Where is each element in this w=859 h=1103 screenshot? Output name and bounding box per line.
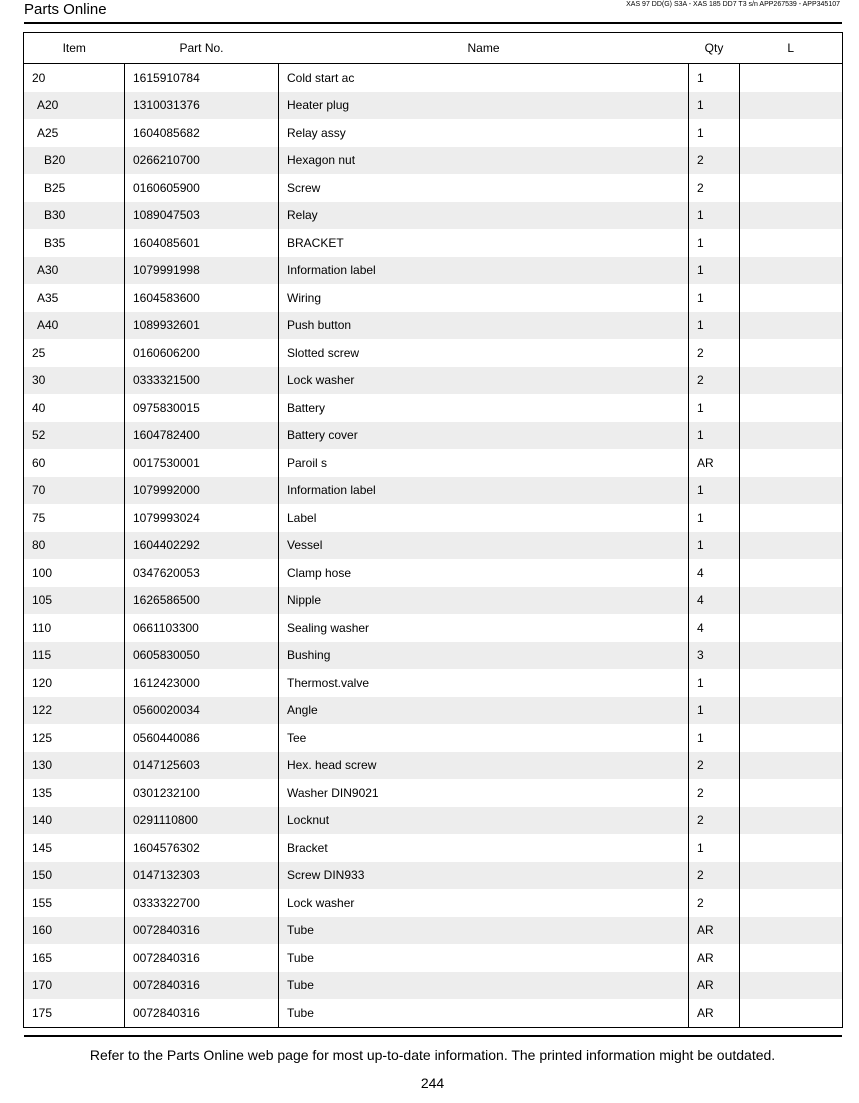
column-header-name: Name [279,33,689,64]
item-cell: 140 [24,807,125,835]
qty-cell: 2 [689,367,740,395]
qty-cell: 1 [689,504,740,532]
table-row [24,504,843,532]
part-no-cell: 0333322700 [125,889,279,917]
qty-cell: 1 [689,532,740,560]
name-cell: Thermost.valve [279,669,689,697]
item-cell: 80 [24,532,125,560]
item-cell: 25 [24,339,125,367]
part-no-cell: 1604583600 [125,284,279,312]
table-row [24,367,843,395]
qty-cell: 4 [689,559,740,587]
qty-cell: 1 [689,669,740,697]
part-no-cell: 0072840316 [125,999,279,1027]
qty-cell: 2 [689,147,740,175]
qty-cell: 1 [689,202,740,230]
name-cell: Angle [279,697,689,725]
l-cell [740,257,843,285]
part-no-cell: 1615910784 [125,64,279,92]
item-cell: 60 [24,449,125,477]
table-row [24,807,843,835]
name-cell: Tee [279,724,689,752]
l-cell [740,422,843,450]
table-row [24,917,843,945]
name-cell: Information label [279,477,689,505]
table-row [24,119,843,147]
name-cell: Relay assy [279,119,689,147]
qty-cell: 2 [689,889,740,917]
qty-cell: AR [689,972,740,1000]
item-cell: 130 [24,752,125,780]
page-header [24,0,842,24]
table-row [24,669,843,697]
part-no-cell: 1604576302 [125,834,279,862]
part-no-cell: 0333321500 [125,367,279,395]
table-row [24,697,843,725]
app-title: Parts Online [24,1,107,18]
part-no-cell: 0291110800 [125,807,279,835]
column-header-qty: Qty [689,33,740,64]
qty-cell: 1 [689,422,740,450]
table-row [24,724,843,752]
l-cell [740,504,843,532]
item-cell: 175 [24,999,125,1027]
qty-cell: 2 [689,862,740,890]
name-cell: Washer DIN9021 [279,779,689,807]
qty-cell: 2 [689,339,740,367]
qty-cell: AR [689,999,740,1027]
part-no-cell: 0160605900 [125,174,279,202]
item-cell: 125 [24,724,125,752]
name-cell: Battery [279,394,689,422]
name-cell: Screw [279,174,689,202]
table-row [24,972,843,1000]
item-cell: 110 [24,614,125,642]
name-cell: Relay [279,202,689,230]
table-row [24,394,843,422]
part-no-cell: 0160606200 [125,339,279,367]
table-row [24,889,843,917]
qty-cell: 2 [689,174,740,202]
l-cell [740,724,843,752]
name-cell: Paroil s [279,449,689,477]
qty-cell: 1 [689,257,740,285]
part-no-cell: 1604782400 [125,422,279,450]
table-row [24,339,843,367]
qty-cell: 1 [689,229,740,257]
item-cell: B30 [24,202,125,230]
part-no-cell: 1604085682 [125,119,279,147]
item-cell: B35 [24,229,125,257]
part-no-cell: 1079993024 [125,504,279,532]
item-cell: 120 [24,669,125,697]
name-cell: Heater plug [279,92,689,120]
qty-cell: 1 [689,64,740,92]
table-row [24,92,843,120]
part-no-cell: 0072840316 [125,944,279,972]
name-cell: Cold start ac [279,64,689,92]
l-cell [740,147,843,175]
table-row [24,834,843,862]
item-cell: 145 [24,834,125,862]
name-cell: Tube [279,944,689,972]
qty-cell: 1 [689,394,740,422]
l-cell [740,807,843,835]
l-cell [740,779,843,807]
item-cell: 115 [24,642,125,670]
table-row [24,999,843,1027]
column-header-l: L [740,33,843,64]
item-cell: B25 [24,174,125,202]
item-cell: 122 [24,697,125,725]
qty-cell: 1 [689,119,740,147]
item-cell: 165 [24,944,125,972]
table-row [24,559,843,587]
l-cell [740,642,843,670]
part-no-cell: 1079992000 [125,477,279,505]
name-cell: Screw DIN933 [279,862,689,890]
name-cell: BRACKET [279,229,689,257]
part-no-cell: 0072840316 [125,972,279,1000]
part-no-cell: 1089932601 [125,312,279,340]
part-no-cell: 0147125603 [125,752,279,780]
l-cell [740,697,843,725]
item-cell: 40 [24,394,125,422]
part-no-cell: 1604402292 [125,532,279,560]
l-cell [740,587,843,615]
l-cell [740,917,843,945]
table-header-row [24,33,843,64]
item-cell: 160 [24,917,125,945]
table-row [24,477,843,505]
item-cell: 150 [24,862,125,890]
l-cell [740,944,843,972]
item-cell: 20 [24,64,125,92]
part-no-cell: 0072840316 [125,917,279,945]
table-row [24,257,843,285]
footer-divider [24,1035,842,1037]
item-cell: A20 [24,92,125,120]
table-row [24,944,843,972]
item-cell: 52 [24,422,125,450]
qty-cell: 1 [689,312,740,340]
l-cell [740,284,843,312]
item-cell: 30 [24,367,125,395]
name-cell: Nipple [279,587,689,615]
qty-cell: 1 [689,697,740,725]
table-row [24,614,843,642]
name-cell: Hex. head screw [279,752,689,780]
part-no-cell: 1079991998 [125,257,279,285]
part-no-cell: 0560020034 [125,697,279,725]
part-no-cell: 0301232100 [125,779,279,807]
name-cell: Wiring [279,284,689,312]
part-no-cell: 0017530001 [125,449,279,477]
l-cell [740,477,843,505]
table-row [24,284,843,312]
name-cell: Bushing [279,642,689,670]
part-no-cell: 1626586500 [125,587,279,615]
name-cell: Slotted screw [279,339,689,367]
name-cell: Locknut [279,807,689,835]
l-cell [740,614,843,642]
qty-cell: AR [689,944,740,972]
table-row [24,312,843,340]
l-cell [740,999,843,1027]
qty-cell: 1 [689,724,740,752]
l-cell [740,119,843,147]
qty-cell: 1 [689,834,740,862]
table-row [24,64,843,92]
page-number: 244 [420,1075,445,1091]
item-cell: A25 [24,119,125,147]
item-cell: 70 [24,477,125,505]
column-header-part-no: Part No. [125,33,279,64]
column-header-item: Item [24,33,125,64]
part-no-cell: 1089047503 [125,202,279,230]
part-no-cell: 0975830015 [125,394,279,422]
l-cell [740,367,843,395]
item-cell: 155 [24,889,125,917]
qty-cell: 2 [689,807,740,835]
table-row [24,862,843,890]
table-row [24,587,843,615]
qty-cell: 2 [689,752,740,780]
qty-cell: 1 [689,284,740,312]
part-no-cell: 1310031376 [125,92,279,120]
name-cell: Lock washer [279,889,689,917]
part-no-cell: 0661103300 [125,614,279,642]
qty-cell: 4 [689,614,740,642]
table-row [24,229,843,257]
item-cell: 170 [24,972,125,1000]
qty-cell: 2 [689,779,740,807]
l-cell [740,312,843,340]
item-cell: A40 [24,312,125,340]
name-cell: Push button [279,312,689,340]
qty-cell: 3 [689,642,740,670]
table-row [24,174,843,202]
name-cell: Clamp hose [279,559,689,587]
item-cell: 100 [24,559,125,587]
name-cell: Bracket [279,834,689,862]
item-cell: 75 [24,504,125,532]
item-cell: 135 [24,779,125,807]
l-cell [740,339,843,367]
l-cell [740,394,843,422]
name-cell: Tube [279,999,689,1027]
item-cell: A35 [24,284,125,312]
item-cell: 105 [24,587,125,615]
name-cell: Battery cover [279,422,689,450]
l-cell [740,834,843,862]
name-cell: Hexagon nut [279,147,689,175]
l-cell [740,532,843,560]
part-no-cell: 1604085601 [125,229,279,257]
part-no-cell: 0605830050 [125,642,279,670]
part-no-cell: 0560440086 [125,724,279,752]
name-cell: Sealing washer [279,614,689,642]
item-cell: A30 [24,257,125,285]
qty-cell: AR [689,917,740,945]
name-cell: Label [279,504,689,532]
table-row [24,752,843,780]
item-cell: B20 [24,147,125,175]
l-cell [740,972,843,1000]
parts-table-body [24,64,843,1028]
l-cell [740,174,843,202]
l-cell [740,449,843,477]
l-cell [740,669,843,697]
l-cell [740,559,843,587]
part-no-cell: 1612423000 [125,669,279,697]
name-cell: Tube [279,972,689,1000]
table-row [24,532,843,560]
qty-cell: 1 [689,477,740,505]
table-row [24,779,843,807]
name-cell: Information label [279,257,689,285]
l-cell [740,889,843,917]
part-no-cell: 0266210700 [125,147,279,175]
qty-cell: AR [689,449,740,477]
table-row [24,147,843,175]
qty-cell: 4 [689,587,740,615]
table-row [24,449,843,477]
l-cell [740,202,843,230]
part-no-cell: 0147132303 [125,862,279,890]
parts-table [23,32,843,1028]
l-cell [740,92,843,120]
l-cell [740,862,843,890]
footer-note: Refer to the Parts Online web page for most up-to-date information. The printed information might be outdated. [89,1047,776,1063]
qty-cell: 1 [689,92,740,120]
table-row [24,422,843,450]
l-cell [740,229,843,257]
name-cell: Tube [279,917,689,945]
part-no-cell: 0347620053 [125,559,279,587]
name-cell: Lock washer [279,367,689,395]
table-row [24,642,843,670]
name-cell: Vessel [279,532,689,560]
table-row [24,202,843,230]
model-info: XAS 97 DD(G) S3A - XAS 185 DD7 T3 s/n APP267539 - APP345107 [626,1,840,8]
l-cell [740,752,843,780]
l-cell [740,64,843,92]
